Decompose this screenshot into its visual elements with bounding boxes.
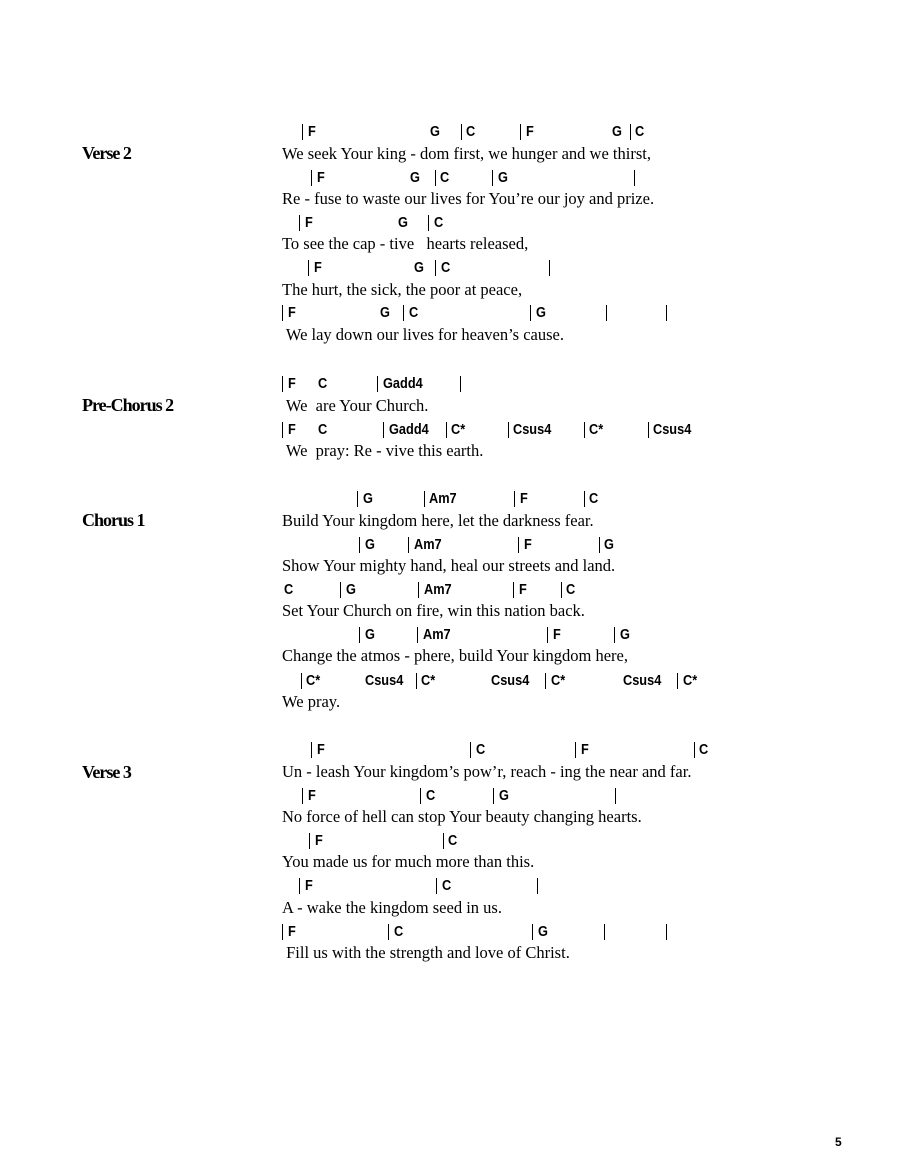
chord: G (365, 627, 375, 643)
chord: Csus4 (653, 422, 692, 438)
lyric-line: We are Your Church. (282, 396, 429, 415)
bar-line (520, 124, 521, 140)
chord: G (498, 170, 508, 186)
chord: C (442, 878, 452, 894)
chord: F (581, 742, 589, 758)
bar-line (383, 422, 384, 438)
bar-line (547, 627, 548, 643)
chord: Csus4 (623, 673, 662, 689)
chord: F (526, 124, 534, 140)
bar-line (403, 305, 404, 321)
chord: F (305, 215, 313, 231)
bar-line (518, 537, 519, 553)
chord: F (288, 422, 296, 438)
bar-line (377, 376, 378, 392)
lyric-line: The hurt, the sick, the poor at peace, (282, 280, 523, 299)
chord: C (589, 491, 599, 507)
bar-line (299, 215, 300, 231)
chord: C (466, 124, 476, 140)
chord: C (318, 422, 328, 438)
bar-line (308, 260, 309, 276)
bar-line (530, 305, 531, 321)
chord: G (410, 170, 420, 186)
bar-line (537, 878, 538, 894)
chord: F (314, 260, 322, 276)
chord: F (520, 491, 528, 507)
bar-line (514, 491, 515, 507)
bar-line (446, 422, 447, 438)
chord: C (394, 924, 404, 940)
chord: G (536, 305, 546, 321)
lyric-line: A - wake the kingdom seed in us. (282, 898, 502, 917)
bar-line (584, 491, 585, 507)
bar-line (311, 742, 312, 758)
lyric-line: No force of hell can stop Your beauty changing hearts. (282, 807, 642, 826)
bar-line (561, 582, 562, 598)
chord: F (288, 305, 296, 321)
bar-line (302, 788, 303, 804)
lyric-line: Build Your kingdom here, let the darkness fear. (282, 511, 594, 530)
lyric-line: Show Your mighty hand, heal our streets and land. (282, 556, 616, 575)
chord: C* (683, 673, 698, 689)
bar-line (443, 833, 444, 849)
bar-line (435, 260, 436, 276)
bar-line (299, 878, 300, 894)
lyric-line: We pray. (282, 692, 341, 711)
bar-line (282, 422, 283, 438)
chord: Gadd4 (383, 376, 423, 392)
chord: C (434, 215, 444, 231)
bar-line (461, 124, 462, 140)
chord: F (308, 124, 316, 140)
bar-line (492, 170, 493, 186)
chord: G (365, 537, 375, 553)
chord: G (346, 582, 356, 598)
chord: F (288, 924, 296, 940)
bar-line (606, 305, 607, 321)
bar-line (416, 673, 417, 689)
bar-line (545, 673, 546, 689)
bar-line (575, 742, 576, 758)
chord: F (524, 537, 532, 553)
chord: G (430, 124, 440, 140)
chord: G (363, 491, 373, 507)
bar-line (435, 170, 436, 186)
lyric-line: Change the atmos - phere, build Your kingdom here, (282, 646, 628, 665)
chord: C (440, 170, 450, 186)
bar-line (532, 924, 533, 940)
bar-line (418, 582, 419, 598)
chord: Am7 (424, 582, 452, 598)
chord: C (318, 376, 328, 392)
bar-line (493, 788, 494, 804)
bar-line (436, 878, 437, 894)
chord: C* (421, 673, 436, 689)
lyric-line: We seek Your king - dom first, we hunger and we thirst, (282, 144, 651, 163)
bar-line (599, 537, 600, 553)
chord: Csus4 (365, 673, 404, 689)
chord: F (308, 788, 316, 804)
chord: F (288, 376, 296, 392)
chord: Am7 (423, 627, 451, 643)
lyric-line: You made us for much more than this. (282, 852, 535, 871)
chord: Csus4 (491, 673, 530, 689)
bar-line (359, 627, 360, 643)
bar-line (417, 627, 418, 643)
chord: Gadd4 (389, 422, 429, 438)
bar-line (408, 537, 409, 553)
chord: C (566, 582, 576, 598)
chord: C (448, 833, 458, 849)
bar-line (359, 537, 360, 553)
bar-line (460, 376, 461, 392)
chord: Am7 (429, 491, 457, 507)
bar-line (694, 742, 695, 758)
lyric-line: We lay down our lives for heaven’s cause. (282, 325, 564, 344)
lyric-line: Un - leash Your kingdom’s pow’r, reach - ing the near and far. (282, 762, 692, 781)
chord: Am7 (414, 537, 442, 553)
chord: G (398, 215, 408, 231)
chord: F (317, 742, 325, 758)
bar-line (309, 833, 310, 849)
bar-line (428, 215, 429, 231)
chord: C (441, 260, 451, 276)
bar-line (470, 742, 471, 758)
bar-line (614, 627, 615, 643)
chord: F (553, 627, 561, 643)
bar-line (420, 788, 421, 804)
bar-line (634, 170, 635, 186)
chord: G (499, 788, 509, 804)
chord: F (315, 833, 323, 849)
chord: G (612, 124, 622, 140)
bar-line (424, 491, 425, 507)
chord: C (476, 742, 486, 758)
page-number: 5 (835, 1135, 842, 1149)
lyric-line: Set Your Church on fire, win this nation back. (282, 601, 585, 620)
bar-line (301, 673, 302, 689)
bar-line (282, 305, 283, 321)
chord: C (284, 582, 294, 598)
chord: F (519, 582, 527, 598)
chord: F (317, 170, 325, 186)
bar-line (584, 422, 585, 438)
bar-line (630, 124, 631, 140)
bar-line (340, 582, 341, 598)
chord: Csus4 (513, 422, 552, 438)
bar-line (666, 305, 667, 321)
chord: C (635, 124, 645, 140)
chord: C (409, 305, 419, 321)
chord: F (305, 878, 313, 894)
chord: C* (306, 673, 321, 689)
bar-line (666, 924, 667, 940)
bar-line (311, 170, 312, 186)
lyric-line: We pray: Re - vive this earth. (282, 441, 484, 460)
lyric-line: To see the cap - tive hearts released, (282, 234, 529, 253)
bar-line (357, 491, 358, 507)
section-label-chorus-1: Chorus 1 (82, 510, 145, 530)
bar-line (604, 924, 605, 940)
chord: G (414, 260, 424, 276)
bar-line (615, 788, 616, 804)
bar-line (508, 422, 509, 438)
chord: G (620, 627, 630, 643)
bar-line (302, 124, 303, 140)
chord: G (538, 924, 548, 940)
chord: C* (451, 422, 466, 438)
bar-line (648, 422, 649, 438)
section-label-pre-chorus-2: Pre-Chorus 2 (82, 395, 174, 415)
chord: C (426, 788, 436, 804)
bar-line (677, 673, 678, 689)
bar-line (282, 376, 283, 392)
lyric-line: Re - fuse to waste our lives for You’re our joy and prize. (282, 189, 655, 208)
chord: G (380, 305, 390, 321)
bar-line (282, 924, 283, 940)
section-label-verse-3: Verse 3 (82, 762, 131, 782)
chord: C* (589, 422, 604, 438)
chord: C* (551, 673, 566, 689)
chord: C (699, 742, 709, 758)
chord: G (604, 537, 614, 553)
section-label-verse-2: Verse 2 (82, 143, 131, 163)
lyric-line: Fill us with the strength and love of Christ. (282, 943, 570, 962)
bar-line (513, 582, 514, 598)
bar-line (549, 260, 550, 276)
bar-line (388, 924, 389, 940)
